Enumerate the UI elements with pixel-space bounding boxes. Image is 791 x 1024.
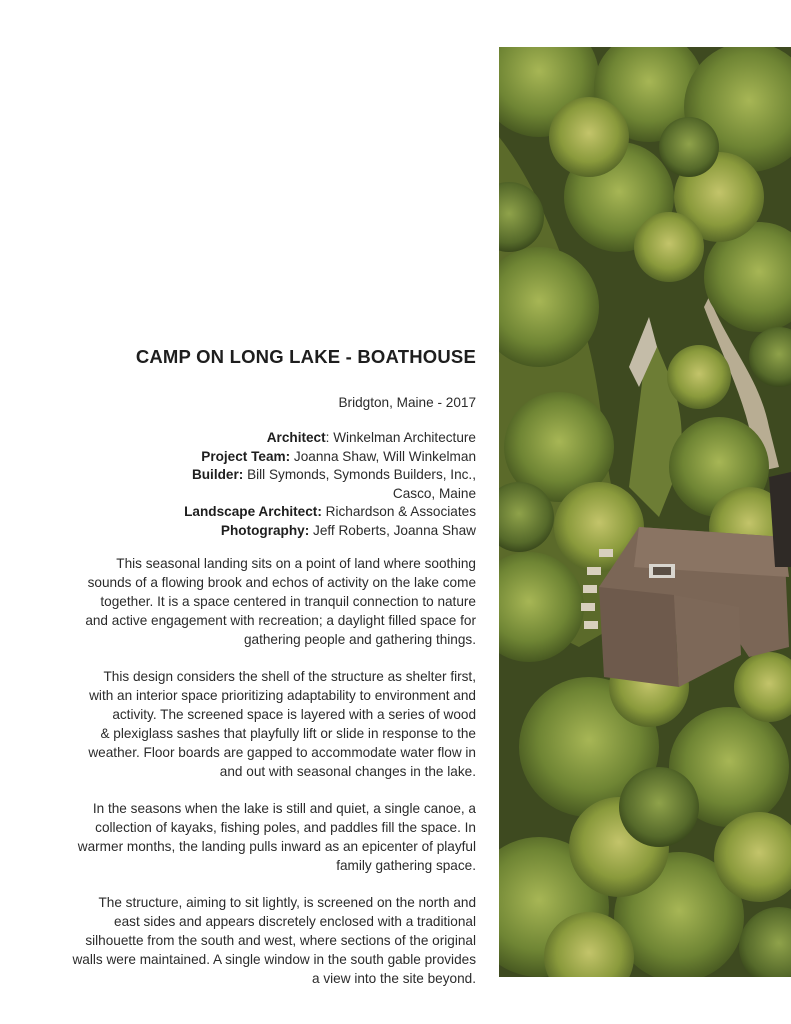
credit-value: Bill Symonds, Symonds Builders, Inc., <box>243 467 476 483</box>
credit-project-team <box>40 448 476 467</box>
credit-label: Landscape Architect: <box>184 504 322 520</box>
credit-photography <box>40 522 476 541</box>
aerial-photo-illustration <box>499 47 791 977</box>
text-line: & plexiglass sashes that playfully lift or slide in response to the <box>100 726 476 741</box>
text-line: activity. The screened space is layered with a series of wood <box>112 707 476 722</box>
credit-builder <box>40 466 476 485</box>
text-line: collection of kayaks, fishing poles, and paddles fill the space. In <box>95 820 476 835</box>
description-paragraph <box>40 799 476 875</box>
text-line: In the seasons when the lake is still and quiet, a single canoe, a <box>92 801 476 816</box>
credit-separator: : <box>325 430 330 445</box>
credit-builder-continued <box>40 485 476 504</box>
credit-value: Winkelman Architecture <box>329 430 476 445</box>
text-line: This seasonal landing sits on a point of land where soothing <box>116 556 476 571</box>
text-line: a view into the site beyond. <box>312 971 476 986</box>
description-body <box>40 554 476 1006</box>
text-line: and out with seasonal changes in the lake. <box>219 764 476 779</box>
text-line: and active engagement with recreation; a daylight filled space for <box>85 613 476 628</box>
credit-label: Architect <box>266 430 326 445</box>
text-line: together. It is a space centered in tranquil connection to nature <box>100 594 476 609</box>
description-paragraph <box>40 554 476 649</box>
credit-label: Photography: <box>220 522 310 538</box>
credit-value: Casco, Maine <box>392 485 476 501</box>
text-column <box>40 0 476 1024</box>
project-title: CAMP ON LONG LAKE - BOATHOUSE <box>135 346 476 367</box>
text-line: walls were maintained. A single window in the south gable provides <box>72 952 476 967</box>
text-line: sounds of a flowing brook and echos of activity on the lake come <box>87 575 476 590</box>
credit-label: Project Team: <box>201 448 291 464</box>
text-line: east sides and appears discretely enclosed with a traditional <box>114 914 476 929</box>
credit-value: Richardson & Associates <box>321 504 476 520</box>
description-paragraph <box>40 667 476 781</box>
text-line: silhouette from the south and west, where sections of the original <box>85 933 476 948</box>
text-line: warmer months, the landing pulls inward as an epicenter of playful <box>77 839 476 854</box>
credit-architect <box>40 429 476 448</box>
credits-block <box>40 429 476 541</box>
project-location: Bridgton, Maine - 2017 <box>338 395 476 410</box>
credit-label: Builder: <box>191 467 244 483</box>
text-line: with an interior space prioritizing adaptability to environment and <box>89 688 476 703</box>
text-line: This design considers the shell of the structure as shelter first, <box>103 669 476 684</box>
text-line: weather. Floor boards are gapped to accommodate water flow in <box>88 745 476 760</box>
aerial-photo <box>499 47 791 977</box>
text-line: gathering people and gathering things. <box>243 632 476 647</box>
credit-landscape-architect <box>40 503 476 522</box>
credit-value: Jeff Roberts, Joanna Shaw <box>309 522 476 538</box>
credit-value: Joanna Shaw, Will Winkelman <box>290 448 476 464</box>
description-paragraph <box>40 893 476 988</box>
text-line: The structure, aiming to sit lightly, is screened on the north and <box>98 895 476 910</box>
text-line: family gathering space. <box>336 858 476 873</box>
